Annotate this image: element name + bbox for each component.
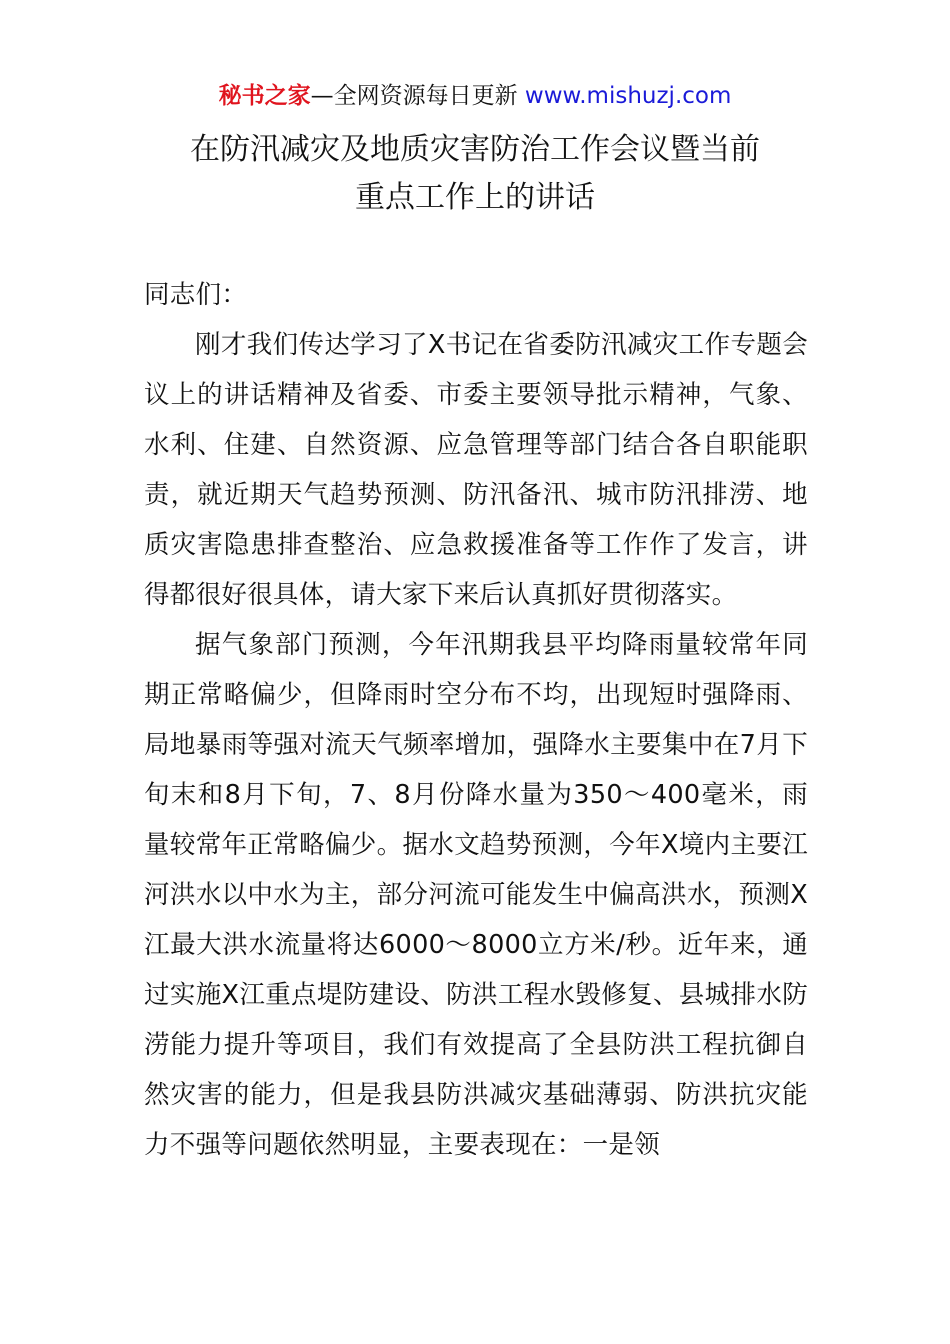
body-paragraph-2: 据气象部门预测，今年汛期我县平均降雨量较常年同期正常略偏少，但降雨时空分布不均，出现短时强降雨、局地暴雨等强对流天气频率增加，强降水主要集中在7月下旬末和8月下旬，7、8月份降水量为350～400毫米，雨量较常年正常略偏少。据水文趋势预测，今年X境内主要江河洪水以中水为主，部分河流可能发生中偏高洪水，预测X江最大洪水流量将达6000～8000立方米/秒。近年来，通过实施X江重点堤防建设、防洪工程水毁修复、县城排水防涝能力提升等项目，我们有效提高了全县防洪工程抗御自然灾害的能力，但是我县防洪减灾基础薄弱、防洪抗灾能力不强等问题依然明显，主要表现在：一是领 — [144, 630, 808, 1160]
banner-tagline: —全网资源每日更新 — [310, 83, 518, 109]
brand-name: 秘书之家 — [218, 83, 311, 109]
document-title — [0, 126, 950, 222]
site-banner — [0, 80, 950, 112]
title-line-1: 在防汛减灾及地质灾害防治工作会议暨当前 — [190, 132, 760, 167]
body-paragraph-1: 刚才我们传达学习了X书记在省委防汛减灾工作专题会议上的讲话精神及省委、市委主要领导批示精神，气象、水利、住建、自然资源、应急管理等部门结合各自职能职责，就近期天气趋势预测、防汛备汛、城市防汛排涝、地质灾害隐患排查整治、应急救援准备等工作作了发言，讲得都很好很具体，请大家下来后认真抓好贯彻落实。 — [144, 330, 808, 610]
title-line-2: 重点工作上的讲话 — [355, 180, 595, 215]
salutation: 同志们： — [144, 280, 248, 310]
site-url-link[interactable]: www.mishuzj.com — [524, 83, 732, 109]
document-body — [144, 270, 808, 1170]
